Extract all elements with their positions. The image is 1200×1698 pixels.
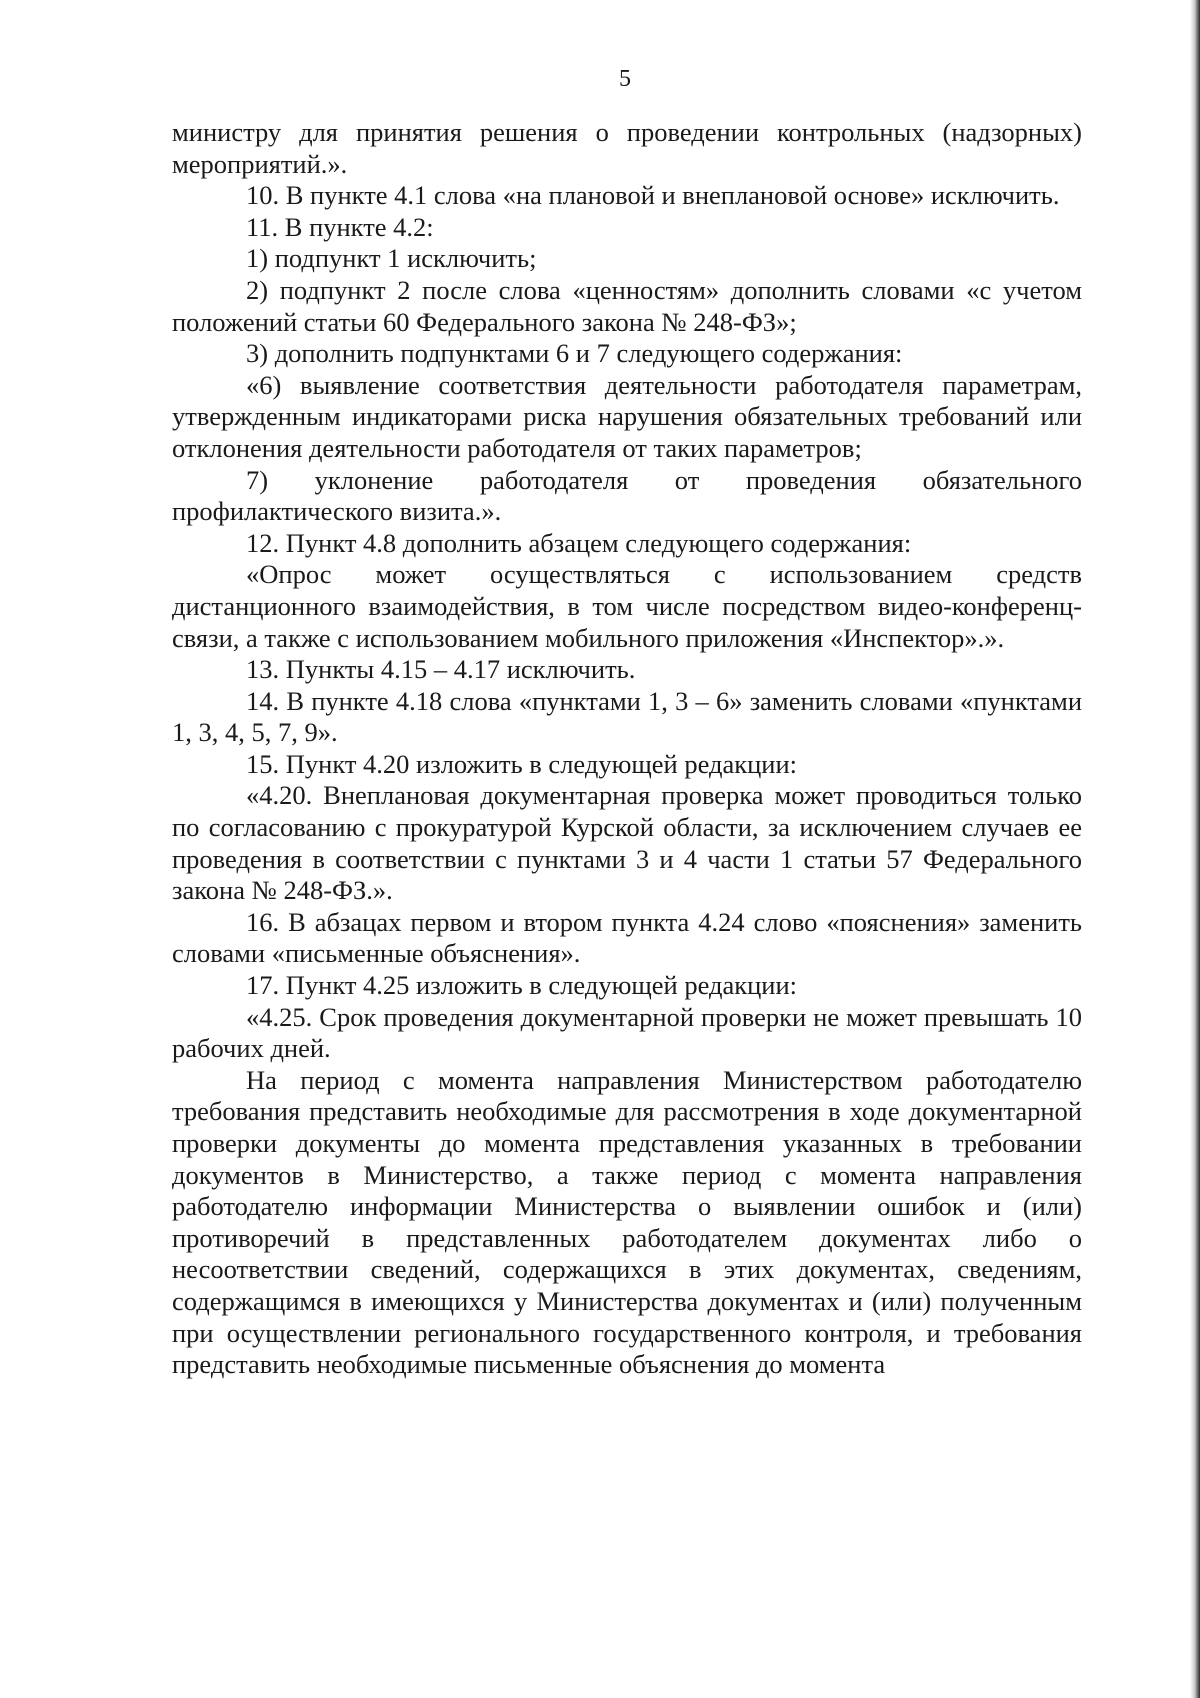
paragraph: 2) подпункт 2 после слова «ценностям» дополнить словами «с учетом положений статьи 60 Федерального закона № 248-ФЗ»; bbox=[172, 274, 1082, 337]
paragraph: 1) подпункт 1 исключить; bbox=[246, 243, 537, 274]
paragraph: 10. В пункте 4.1 слова «на плановой и внеплановой основе» исключить. bbox=[246, 180, 1060, 211]
paragraph: 3) дополнить подпунктами 6 и 7 следующего содержания: bbox=[246, 338, 903, 369]
paragraph: 7) уклонение работодателя от проведения обязательного профилактического визита.». bbox=[172, 464, 1082, 527]
paragraph: 13. Пункты 4.15 – 4.17 исключить. bbox=[246, 654, 636, 685]
paragraph: 12. Пункт 4.8 дополнить абзацем следующего содержания: bbox=[246, 527, 912, 558]
paragraph: 14. В пункте 4.18 слова «пунктами 1, 3 – 6» заменить словами «пунктами 1, 3, 4, 5, 7, 9». bbox=[172, 685, 1082, 748]
paragraph: «6) выявление соответствия деятельности работодателя параметрам, утвержденным индикаторами риска нарушения обязательных требований или отклонения деятельности работодателя от таких параметров; bbox=[172, 369, 1082, 463]
paragraph: На период с момента направления Министерством работодателю требования представить необходимые для рассмотрения в ходе документарной проверки документы до момента представления указанных в требовании документов в Министерство, а также период с момента направления работодателю информации Министерства о выявлении ошибок и (или) противоречий в представленных работодателем документах либо о несоответствии сведений, содержащихся в этих документах, сведениям, содержащимся в имеющихся у Министерства документах и (или) полученным при осуществлении регионального государственного контроля, и требования представить необходимые письменные объяснения до момента bbox=[172, 1064, 1082, 1380]
paragraph: 16. В абзацах первом и втором пункта 4.24 слово «пояснения» заменить словами «письменные объяснения». bbox=[172, 906, 1082, 969]
paragraph: 17. Пункт 4.25 изложить в следующей редакции: bbox=[246, 970, 798, 1001]
paragraph: министру для принятия решения о проведении контрольных (надзорных) мероприятий.». bbox=[172, 117, 1082, 179]
page-number: 5 bbox=[619, 66, 631, 92]
paragraph: «4.25. Срок проведения документарной проверки не может превышать 10 рабочих дней. bbox=[172, 1001, 1082, 1064]
paragraph: «4.20. Внеплановая документарная проверка может проводиться только по согласованию с прокуратурой Курской области, за исключением случаев ее проведения в соответствии с пунктами 3 и 4 части 1 статьи 57 Федерального закона № 248-ФЗ.». bbox=[172, 780, 1082, 906]
scan-edge-shadow bbox=[1190, 0, 1200, 1698]
paragraph: 11. В пункте 4.2: bbox=[246, 211, 434, 242]
paragraph: «Опрос может осуществляться с использованием средств дистанционного взаимодействия, в том числе посредством видео-конференц-связи, а также с использованием мобильного приложения «Инспектор».». bbox=[172, 559, 1082, 653]
document-body bbox=[172, 117, 1082, 1381]
paragraph: 15. Пункт 4.20 изложить в следующей редакции: bbox=[246, 748, 798, 779]
